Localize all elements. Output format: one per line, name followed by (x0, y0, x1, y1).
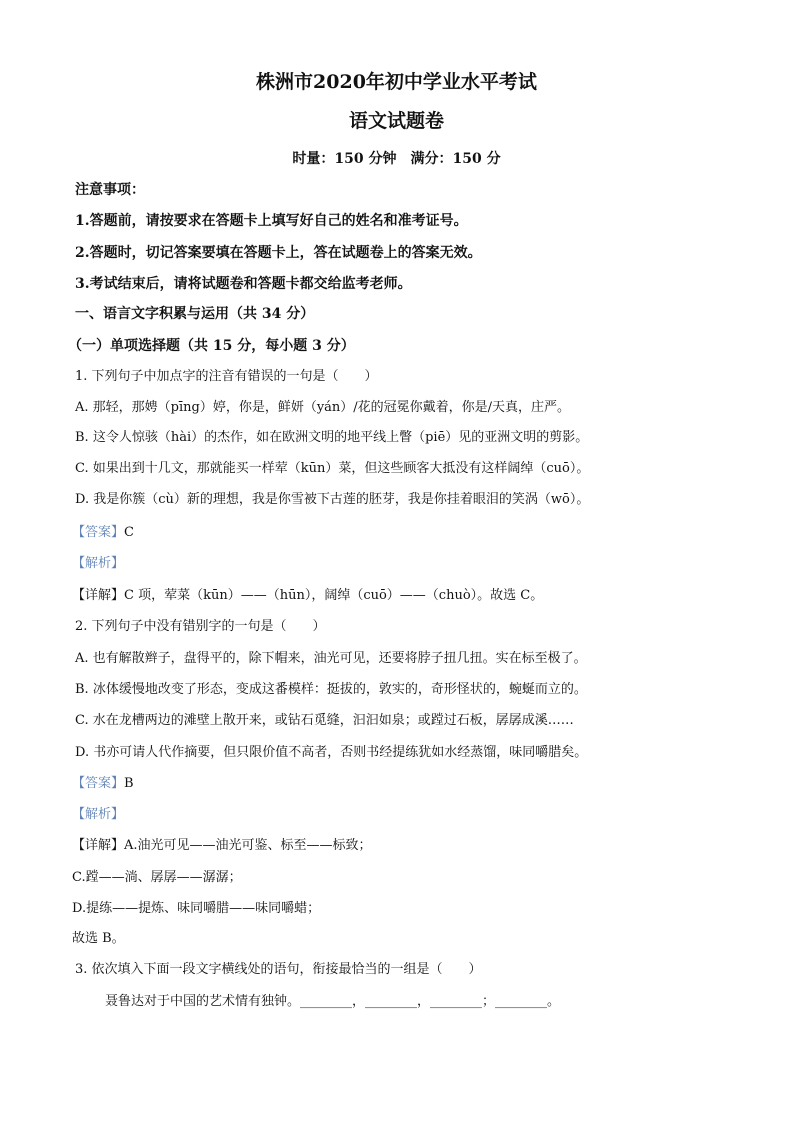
part-heading: （一）单项选择题（共 15 分，每小题 3 分） (68, 338, 355, 354)
q2-analysis-tag: 【解析】 (72, 807, 125, 822)
q2-detail: 故选 B。 (72, 931, 125, 946)
q1-option-b: B. 这令人惊骇（hài）的杰作，如在欧洲文明的地平线上瞥（piē）见的亚洲文明的剪影。 (75, 430, 589, 445)
exam-subtitle: 语文试题卷 (348, 110, 444, 132)
q2-option-b: B. 冰体缓慢地改变了形态，变成这番模样：挺拔的，敦实的，奇形怪状的，蜿蜒而立的。 (75, 682, 587, 697)
q2-option-c: C. 水在龙槽两边的滩壁上散开来，或钻石觅缝，汩汩如泉；或蹚过石板，孱孱成溪…… (75, 713, 574, 728)
answer-tag: 【答案】 (72, 525, 125, 540)
answer-value: B (124, 776, 134, 791)
q2-detail: 【详解】A.油光可见——油光可鉴、标至——标致； (72, 838, 372, 853)
question-1-stem: 1. 下列句子中加点字的注音有错误的一句是（ ） (75, 369, 378, 384)
q1-option-c: C. 如果出到十几文，那就能买一样荤（kūn）菜，但这些顾客大抵没有这样阔绰（cuō）。 (75, 461, 590, 476)
q2-answer (72, 775, 134, 793)
notice-item: 3.考试结束后，请将试题卷和答题卡都交给监考老师。 (75, 276, 412, 292)
time-info: 时量：150 分钟 满分：150 分 (292, 151, 501, 167)
question-3-stem: 3. 依次填入下面一段文字横线处的语句，衔接最恰当的一组是（ ） (75, 962, 482, 977)
q2-option-a: A. 也有解散辫子，盘得平的，除下帽来，油光可见，还要将脖子扭几扭。实在标至极了。 (75, 651, 587, 666)
q1-analysis-tag: 【解析】 (72, 556, 125, 571)
q1-option-d: D. 我是你簇（cù）新的理想，我是你雪被下古莲的胚芽，我是你挂着眼泪的笑涡（wō）。 (75, 492, 590, 507)
question-2-stem: 2. 下列句子中没有错别字的一句是（ ） (75, 619, 326, 634)
q2-option-d: D. 书亦可请人代作摘要，但只限价值不高者，否则书经提练犹如水经蒸馏，味同嚼腊矣。 (75, 745, 588, 760)
q1-option-a: A. 那轻，那娉（pīng）婷，你是，鲜妍（yán）/花的冠冕你戴着，你是/天真，庄严。 (75, 400, 571, 415)
answer-tag: 【答案】 (72, 776, 125, 791)
q1-detail: 【详解】C 项，荤菜（kūn）——（hūn），阔绰（cuō）——（chuò）。故选 C。 (72, 588, 544, 603)
answer-value: C (124, 525, 134, 540)
q2-detail: D.提练——提炼、味同嚼腊——味同嚼蜡； (72, 901, 321, 916)
notice-item: 1.答题前，请按要求在答题卡上填写好自己的姓名和准考证号。 (75, 213, 468, 229)
q3-passage: 聂鲁达对于中国的艺术情有独钟。________，________，________；________。 (105, 994, 561, 1009)
section-heading: 一、语言文字积累与运用（共 34 分） (75, 306, 315, 322)
q2-detail: C.蹚——淌、孱孱——潺潺； (72, 870, 242, 885)
notice-item: 2.答题时，切记答案要填在答题卡上，答在试题卷上的答案无效。 (75, 245, 482, 261)
q1-answer (72, 524, 134, 542)
exam-title: 株洲市2020年初中学业水平考试 (256, 71, 537, 93)
notice-heading: 注意事项： (75, 182, 145, 198)
